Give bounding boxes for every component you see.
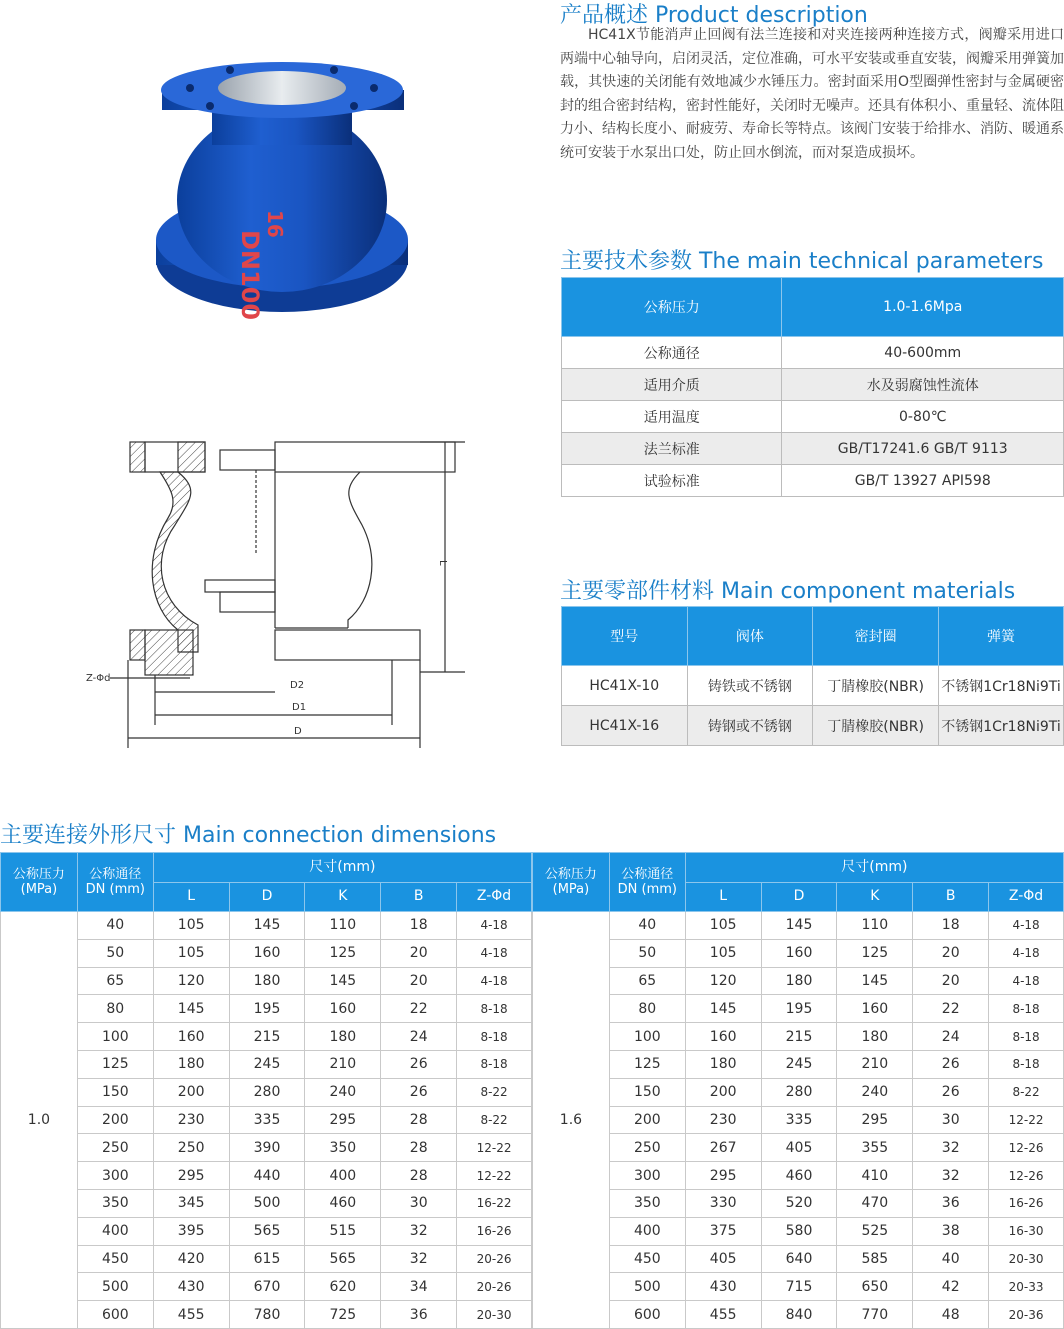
dim-cell: 32 <box>381 1217 457 1245</box>
dim-cell: 8-22 <box>457 1078 532 1106</box>
dim-cell: 335 <box>229 1106 305 1134</box>
dim-cell: 16-26 <box>989 1189 1064 1217</box>
dim-row <box>533 1106 1064 1134</box>
dim-cell: 8-18 <box>989 1023 1064 1051</box>
dim-cell: 240 <box>305 1078 381 1106</box>
dim-row <box>533 939 1064 967</box>
dim-cell: 500 <box>229 1189 305 1217</box>
drawing-label-z: Z-Φd <box>86 673 111 684</box>
dim-cell: 160 <box>153 1023 229 1051</box>
dim-row <box>533 1078 1064 1106</box>
dim-dn-cell: 80 <box>609 995 685 1023</box>
dim-cell: 20-26 <box>457 1245 532 1273</box>
dim-cell: 345 <box>153 1189 229 1217</box>
dim-cell: 34 <box>381 1273 457 1301</box>
dim-cell: 105 <box>153 939 229 967</box>
dim-header-row <box>533 853 1064 883</box>
dim-cell: 525 <box>837 1217 913 1245</box>
dim-dn-cell: 600 <box>77 1301 153 1329</box>
valve-marking-dn: DN100 <box>236 230 264 321</box>
dim-cell: 8-18 <box>457 1050 532 1078</box>
dim-cell: 585 <box>837 1245 913 1273</box>
dim-row <box>1 1050 532 1078</box>
dim-cell: 405 <box>685 1245 761 1273</box>
dim-cell: 215 <box>761 1023 837 1051</box>
dim-cell: 145 <box>685 995 761 1023</box>
dim-row <box>533 1189 1064 1217</box>
dim-cell: 20-33 <box>989 1273 1064 1301</box>
dim-dn-cell: 300 <box>609 1162 685 1190</box>
dim-cell: 20-36 <box>989 1301 1064 1329</box>
dim-header-dn: 公称通径 DN (mm) <box>609 853 685 912</box>
dim-cell: 410 <box>837 1162 913 1190</box>
dim-dn-cell: 600 <box>609 1301 685 1329</box>
dim-cell: 22 <box>913 995 989 1023</box>
dim-cell: 38 <box>913 1217 989 1245</box>
dim-cell: 20 <box>381 939 457 967</box>
dim-row <box>533 1134 1064 1162</box>
tech-params-row <box>562 465 1064 497</box>
dim-row <box>533 1162 1064 1190</box>
dim-dn-cell: 65 <box>609 967 685 995</box>
materials-header-cell: 弹簧 <box>939 607 1064 666</box>
dim-cell: 26 <box>381 1078 457 1106</box>
dim-dn-cell: 50 <box>77 939 153 967</box>
dim-header-pressure: 公称压力 (MPa) <box>533 853 610 912</box>
dim-row <box>533 1217 1064 1245</box>
dim-cell: 280 <box>761 1078 837 1106</box>
dim-cell: 440 <box>229 1162 305 1190</box>
dim-dn-cell: 150 <box>77 1078 153 1106</box>
param-name: 适用温度 <box>562 401 782 433</box>
dim-cell: 245 <box>761 1050 837 1078</box>
dim-cell: 18 <box>381 912 457 940</box>
dim-cell: 195 <box>229 995 305 1023</box>
dimensions-table-pn16 <box>532 852 1064 1329</box>
dim-cell: 48 <box>913 1301 989 1329</box>
dim-header-col: D <box>229 882 305 912</box>
tech-params-row <box>562 278 1064 337</box>
dim-cell: 12-22 <box>457 1162 532 1190</box>
dim-cell: 650 <box>837 1273 913 1301</box>
dim-cell: 460 <box>305 1189 381 1217</box>
dim-cell: 30 <box>913 1106 989 1134</box>
dim-row <box>533 1245 1064 1273</box>
dim-cell: 20-26 <box>457 1273 532 1301</box>
dim-cell: 615 <box>229 1245 305 1273</box>
dim-cell: 180 <box>761 967 837 995</box>
dim-header-dn: 公称通径 DN (mm) <box>77 853 153 912</box>
dim-dn-cell: 100 <box>609 1023 685 1051</box>
dim-row <box>1 912 532 940</box>
dim-row <box>533 912 1064 940</box>
dim-cell: 580 <box>761 1217 837 1245</box>
dim-cell: 180 <box>685 1050 761 1078</box>
dim-cell: 405 <box>761 1134 837 1162</box>
dim-dn-cell: 500 <box>77 1273 153 1301</box>
dim-cell: 390 <box>229 1134 305 1162</box>
dim-cell: 715 <box>761 1273 837 1301</box>
dim-cell: 565 <box>229 1217 305 1245</box>
dim-cell: 12-26 <box>989 1134 1064 1162</box>
dim-cell: 4-18 <box>989 939 1064 967</box>
dim-dn-cell: 250 <box>77 1134 153 1162</box>
materials-table <box>561 606 1064 746</box>
dim-dn-cell: 125 <box>609 1050 685 1078</box>
tech-params-title: 主要技术参数 The main technical parameters <box>560 249 1044 274</box>
materials-cell: 丁腈橡胶(NBR) <box>813 706 939 746</box>
dim-cell: 840 <box>761 1301 837 1329</box>
dim-cell: 460 <box>761 1162 837 1190</box>
dim-cell: 28 <box>381 1162 457 1190</box>
description-title: 产品概述 Product description <box>560 3 868 28</box>
drawing-label-d: D <box>294 726 302 737</box>
materials-cell: HC41X-16 <box>562 706 688 746</box>
dim-dn-cell: 350 <box>77 1189 153 1217</box>
dim-cell: 12-26 <box>989 1162 1064 1190</box>
dim-dn-cell: 40 <box>77 912 153 940</box>
dim-cell: 200 <box>685 1078 761 1106</box>
materials-cell: HC41X-10 <box>562 666 688 706</box>
param-value: GB/T17241.6 GB/T 9113 <box>782 433 1064 465</box>
dim-header-col: B <box>913 882 989 912</box>
param-name: 试验标准 <box>562 465 782 497</box>
dim-cell: 180 <box>153 1050 229 1078</box>
dim-cell: 40 <box>913 1245 989 1273</box>
dim-row <box>533 1023 1064 1051</box>
dim-cell: 12-22 <box>457 1134 532 1162</box>
tech-params-row <box>562 337 1064 369</box>
dim-cell: 24 <box>913 1023 989 1051</box>
dim-cell: 160 <box>685 1023 761 1051</box>
dim-row <box>1 1106 532 1134</box>
dim-cell: 105 <box>685 939 761 967</box>
dim-cell: 110 <box>305 912 381 940</box>
valve-photo <box>150 60 415 330</box>
dim-cell: 515 <box>305 1217 381 1245</box>
materials-row <box>562 706 1064 746</box>
dim-dn-cell: 150 <box>609 1078 685 1106</box>
dim-cell: 16-22 <box>457 1189 532 1217</box>
dim-cell: 420 <box>153 1245 229 1273</box>
dim-dn-cell: 400 <box>77 1217 153 1245</box>
materials-title: 主要零部件材料 Main component materials <box>560 579 1016 604</box>
dim-cell: 36 <box>381 1301 457 1329</box>
dim-cell: 430 <box>153 1273 229 1301</box>
dim-row <box>1 1273 532 1301</box>
dim-cell: 295 <box>305 1106 381 1134</box>
dim-header-col: Z-Φd <box>457 882 532 912</box>
tech-params-row <box>562 401 1064 433</box>
dim-cell: 8-18 <box>989 1050 1064 1078</box>
dim-cell: 145 <box>761 912 837 940</box>
dim-cell: 230 <box>685 1106 761 1134</box>
drawing-label-d2: D2 <box>290 680 305 691</box>
dim-row <box>1 967 532 995</box>
materials-cell: 丁腈橡胶(NBR) <box>813 666 939 706</box>
dim-cell: 400 <box>305 1162 381 1190</box>
dim-cell: 8-18 <box>457 995 532 1023</box>
dim-row <box>1 1245 532 1273</box>
dim-dn-cell: 200 <box>77 1106 153 1134</box>
dim-row <box>1 1301 532 1329</box>
dim-cell: 670 <box>229 1273 305 1301</box>
param-value: 1.0-1.6Mpa <box>782 278 1064 337</box>
dim-cell: 295 <box>685 1162 761 1190</box>
dim-cell: 32 <box>913 1134 989 1162</box>
dimensions-table-pn10 <box>0 852 532 1329</box>
dim-cell: 8-22 <box>989 1078 1064 1106</box>
dim-cell: 16-26 <box>457 1217 532 1245</box>
dim-cell: 12-22 <box>989 1106 1064 1134</box>
dim-header-col: K <box>837 882 913 912</box>
drawing-label-d1: D1 <box>292 702 307 713</box>
dim-cell: 8-18 <box>989 995 1064 1023</box>
param-name: 公称压力 <box>562 278 782 337</box>
dim-cell: 455 <box>685 1301 761 1329</box>
dim-cell: 145 <box>305 967 381 995</box>
dim-row <box>1 1189 532 1217</box>
dim-cell: 24 <box>381 1023 457 1051</box>
materials-cell: 不锈钢1Cr18Ni9Ti <box>939 666 1064 706</box>
dim-cell: 20-30 <box>457 1301 532 1329</box>
dim-dn-cell: 350 <box>609 1189 685 1217</box>
dim-cell: 145 <box>837 967 913 995</box>
dim-row <box>533 1301 1064 1329</box>
description-text <box>560 24 1064 165</box>
param-name: 法兰标准 <box>562 433 782 465</box>
dim-cell: 355 <box>837 1134 913 1162</box>
dim-dn-cell: 125 <box>77 1050 153 1078</box>
dim-cell: 120 <box>685 967 761 995</box>
dim-cell: 32 <box>913 1162 989 1190</box>
dim-header-col: L <box>153 882 229 912</box>
dim-header-col: B <box>381 882 457 912</box>
dim-dn-cell: 450 <box>609 1245 685 1273</box>
param-value: 0-80℃ <box>782 401 1064 433</box>
dim-cell: 250 <box>153 1134 229 1162</box>
dim-cell: 180 <box>229 967 305 995</box>
dim-cell: 125 <box>305 939 381 967</box>
dim-cell: 145 <box>153 995 229 1023</box>
dim-dn-cell: 250 <box>609 1134 685 1162</box>
dim-cell: 267 <box>685 1134 761 1162</box>
dim-cell: 295 <box>837 1106 913 1134</box>
dim-cell: 4-18 <box>457 912 532 940</box>
dim-cell: 210 <box>837 1050 913 1078</box>
drawing-label-l: L <box>437 560 448 566</box>
dim-cell: 30 <box>381 1189 457 1217</box>
dim-cell: 22 <box>381 995 457 1023</box>
dim-cell: 16-30 <box>989 1217 1064 1245</box>
dim-row <box>1 1023 532 1051</box>
tech-params-table <box>561 277 1064 497</box>
dim-cell: 330 <box>685 1189 761 1217</box>
param-value: GB/T 13927 API598 <box>782 465 1064 497</box>
dim-cell: 230 <box>153 1106 229 1134</box>
dim-row <box>1 1217 532 1245</box>
dim-cell: 4-18 <box>457 939 532 967</box>
dim-cell: 725 <box>305 1301 381 1329</box>
dim-cell: 20 <box>381 967 457 995</box>
dim-cell: 105 <box>153 912 229 940</box>
dim-cell: 395 <box>153 1217 229 1245</box>
dim-row <box>533 967 1064 995</box>
dim-cell: 430 <box>685 1273 761 1301</box>
dim-cell: 160 <box>305 995 381 1023</box>
dim-cell: 105 <box>685 912 761 940</box>
dim-cell: 210 <box>305 1050 381 1078</box>
dim-header-pressure: 公称压力 (MPa) <box>1 853 78 912</box>
dim-cell: 200 <box>153 1078 229 1106</box>
dim-pressure-value: 1.6 <box>533 912 610 1329</box>
dim-cell: 640 <box>761 1245 837 1273</box>
dim-cell: 110 <box>837 912 913 940</box>
dim-cell: 245 <box>229 1050 305 1078</box>
dim-header-size: 尺寸(mm) <box>153 853 531 883</box>
description-paragraph: HC41X节能消声止回阀有法兰连接和对夹连接两种连接方式，阀瓣采用进口两端中心轴导向，启闭灵活，定位准确，可水平安装或垂直安装，阀瓣采用弹簧加载，其快速的关闭能有效地减少水锤压力。密封面采用O型圈弹性密封与金属硬密封的组合密封结构，密封性能好，关闭时无噪声。还具有体积小、重量轻、流体阻力小、结构长度小、耐疲劳、寿命长等特点。该阀门安装于给排水、消防、暖通系统可安装于水泵出口处，防止回水倒流，而对泵造成损坏。 <box>560 27 1064 161</box>
dim-cell: 125 <box>837 939 913 967</box>
dim-cell: 180 <box>305 1023 381 1051</box>
dim-row <box>1 1134 532 1162</box>
dim-cell: 350 <box>305 1134 381 1162</box>
dim-cell: 4-18 <box>989 967 1064 995</box>
dim-dn-cell: 500 <box>609 1273 685 1301</box>
dim-dn-cell: 50 <box>609 939 685 967</box>
dim-cell: 160 <box>837 995 913 1023</box>
tech-params-row <box>562 433 1064 465</box>
dim-row <box>1 939 532 967</box>
dim-header-size: 尺寸(mm) <box>685 853 1063 883</box>
param-value: 40-600mm <box>782 337 1064 369</box>
dim-cell: 20-30 <box>989 1245 1064 1273</box>
dim-dn-cell: 450 <box>77 1245 153 1273</box>
dim-cell: 455 <box>153 1301 229 1329</box>
dim-dn-cell: 200 <box>609 1106 685 1134</box>
dim-cell: 375 <box>685 1217 761 1245</box>
dim-cell: 620 <box>305 1273 381 1301</box>
dim-cell: 280 <box>229 1078 305 1106</box>
dim-cell: 565 <box>305 1245 381 1273</box>
dim-row <box>533 1273 1064 1301</box>
tech-params-row <box>562 369 1064 401</box>
dim-cell: 145 <box>229 912 305 940</box>
dim-header-col: D <box>761 882 837 912</box>
materials-header-cell: 阀体 <box>687 607 813 666</box>
dim-dn-cell: 80 <box>77 995 153 1023</box>
dim-cell: 8-22 <box>457 1106 532 1134</box>
dim-cell: 20 <box>913 939 989 967</box>
dim-row <box>1 995 532 1023</box>
dim-cell: 770 <box>837 1301 913 1329</box>
dim-dn-cell: 40 <box>609 912 685 940</box>
dim-header-row <box>1 853 532 883</box>
valve-drawing <box>80 430 470 755</box>
dim-cell: 295 <box>153 1162 229 1190</box>
dim-row <box>1 1162 532 1190</box>
materials-header-row <box>562 607 1064 666</box>
dim-cell: 240 <box>837 1078 913 1106</box>
dimensions-title: 主要连接外形尺寸 Main connection dimensions <box>0 823 497 848</box>
dim-cell: 4-18 <box>989 912 1064 940</box>
valve-marking-pn: 16 <box>263 210 287 238</box>
param-name: 适用介质 <box>562 369 782 401</box>
dim-cell: 42 <box>913 1273 989 1301</box>
dim-cell: 26 <box>381 1050 457 1078</box>
dim-cell: 120 <box>153 967 229 995</box>
dim-row <box>533 995 1064 1023</box>
dim-dn-cell: 100 <box>77 1023 153 1051</box>
dim-cell: 780 <box>229 1301 305 1329</box>
param-value: 水及弱腐蚀性流体 <box>782 369 1064 401</box>
dim-cell: 215 <box>229 1023 305 1051</box>
dim-cell: 36 <box>913 1189 989 1217</box>
dim-cell: 18 <box>913 912 989 940</box>
materials-cell: 不锈钢1Cr18Ni9Ti <box>939 706 1064 746</box>
dim-cell: 180 <box>837 1023 913 1051</box>
dim-cell: 20 <box>913 967 989 995</box>
dim-cell: 470 <box>837 1189 913 1217</box>
dim-dn-cell: 65 <box>77 967 153 995</box>
dim-cell: 195 <box>761 995 837 1023</box>
dim-cell: 8-18 <box>457 1023 532 1051</box>
dim-cell: 26 <box>913 1078 989 1106</box>
dim-dn-cell: 400 <box>609 1217 685 1245</box>
materials-header-cell: 型号 <box>562 607 688 666</box>
dim-cell: 32 <box>381 1245 457 1273</box>
dim-cell: 28 <box>381 1106 457 1134</box>
dim-cell: 160 <box>229 939 305 967</box>
dim-cell: 4-18 <box>457 967 532 995</box>
materials-cell: 铸钢或不锈钢 <box>687 706 813 746</box>
dim-cell: 520 <box>761 1189 837 1217</box>
materials-cell: 铸铁或不锈钢 <box>687 666 813 706</box>
dim-cell: 26 <box>913 1050 989 1078</box>
dim-cell: 160 <box>761 939 837 967</box>
dim-cell: 335 <box>761 1106 837 1134</box>
dim-row <box>1 1078 532 1106</box>
dim-cell: 28 <box>381 1134 457 1162</box>
dim-header-col: K <box>305 882 381 912</box>
materials-row <box>562 666 1064 706</box>
dim-row <box>533 1050 1064 1078</box>
dim-header-col: L <box>685 882 761 912</box>
dim-pressure-value: 1.0 <box>1 912 78 1329</box>
dim-dn-cell: 300 <box>77 1162 153 1190</box>
materials-header-cell: 密封圈 <box>813 607 939 666</box>
dim-header-col: Z-Φd <box>989 882 1064 912</box>
param-name: 公称通径 <box>562 337 782 369</box>
